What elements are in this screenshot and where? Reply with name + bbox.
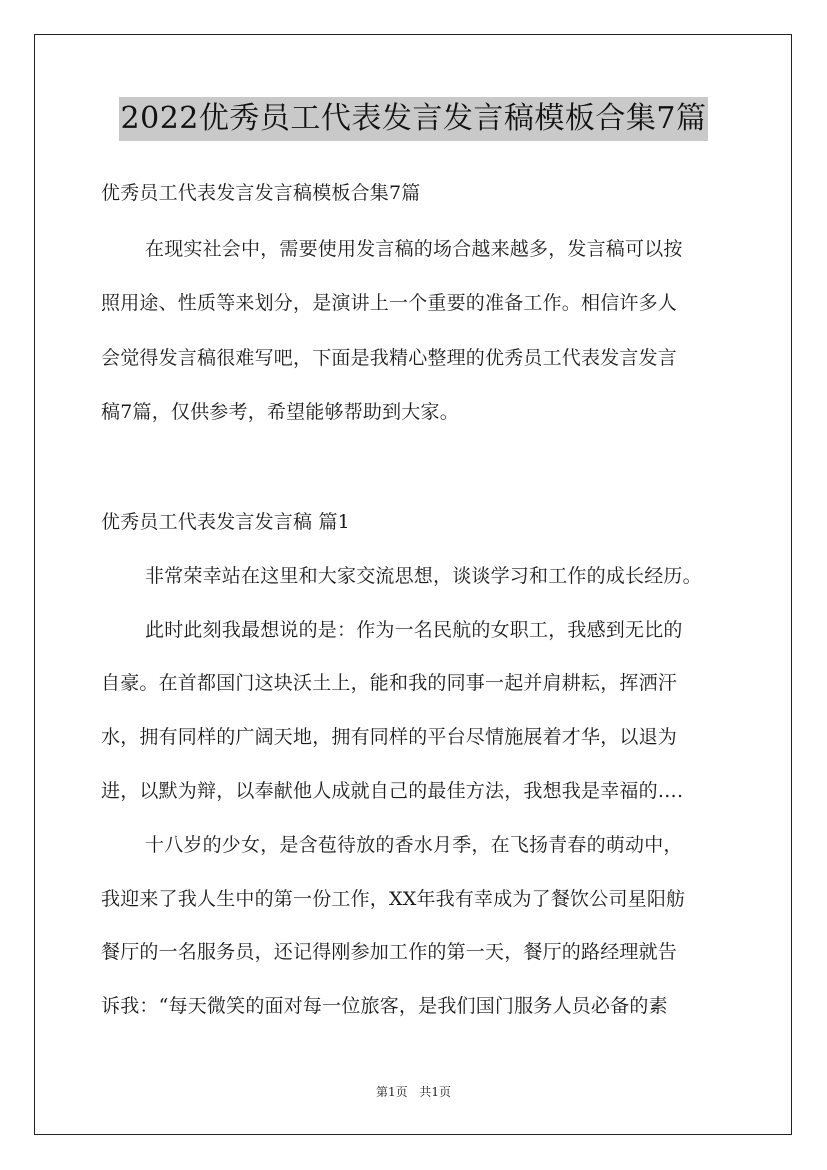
section-heading: 优秀员工代表发言发言稿 篇1 [101,511,350,533]
body-line: 诉我：“每天微笑的面对每一位旅客，是我们国门服务人员必备的素 [101,995,668,1017]
body-line: 此时此刻我最想说的是：作为一名民航的女职工，我感到无比的 [145,619,683,641]
page-total: 共1页 [419,1085,452,1099]
intro-line: 会觉得发言稿很难写吧，下面是我精心整理的优秀员工代表发言发言 [101,347,678,369]
document-title: 2022优秀员工代表发言发言稿模板合集7篇 [119,97,709,141]
body-line: 进，以默为辩，以奉献他人成就自己的最佳方法，我想我是幸福的…. [101,780,684,802]
intro-line: 稿7篇，仅供参考，希望能够帮助到大家。 [101,401,459,423]
body-line: 水，拥有同样的广阔天地，拥有同样的平台尽情施展着才华，以退为 [101,726,678,748]
document-subtitle: 优秀员工代表发言发言稿模板合集7篇 [101,182,421,204]
body-line: 我迎来了我人生中的第一份工作，XX年我有幸成为了餐饮公司星阳舫 [101,888,686,910]
title-wrap [0,97,827,141]
body-line: 非常荣幸站在这里和大家交流思想，谈谈学习和工作的成长经历。 [145,565,702,587]
intro-line: 在现实社会中，需要使用发言稿的场合越来越多，发言稿可以按 [145,238,683,260]
body-line: 十八岁的少女，是含苞待放的香水月季，在飞扬青春的萌动中， [145,834,683,856]
body-line: 餐厅的一名服务员，还记得刚参加工作的第一天，餐厅的路经理就告 [101,941,678,963]
intro-line: 照用途、性质等来划分，是演讲上一个重要的准备工作。相信许多人 [101,292,678,314]
page-number: 第1页 [375,1085,408,1099]
page-footer [0,1083,827,1100]
body-line: 自豪。在首都国门这块沃土上，能和我的同事一起并肩耕耘，挥洒汗 [101,672,678,694]
